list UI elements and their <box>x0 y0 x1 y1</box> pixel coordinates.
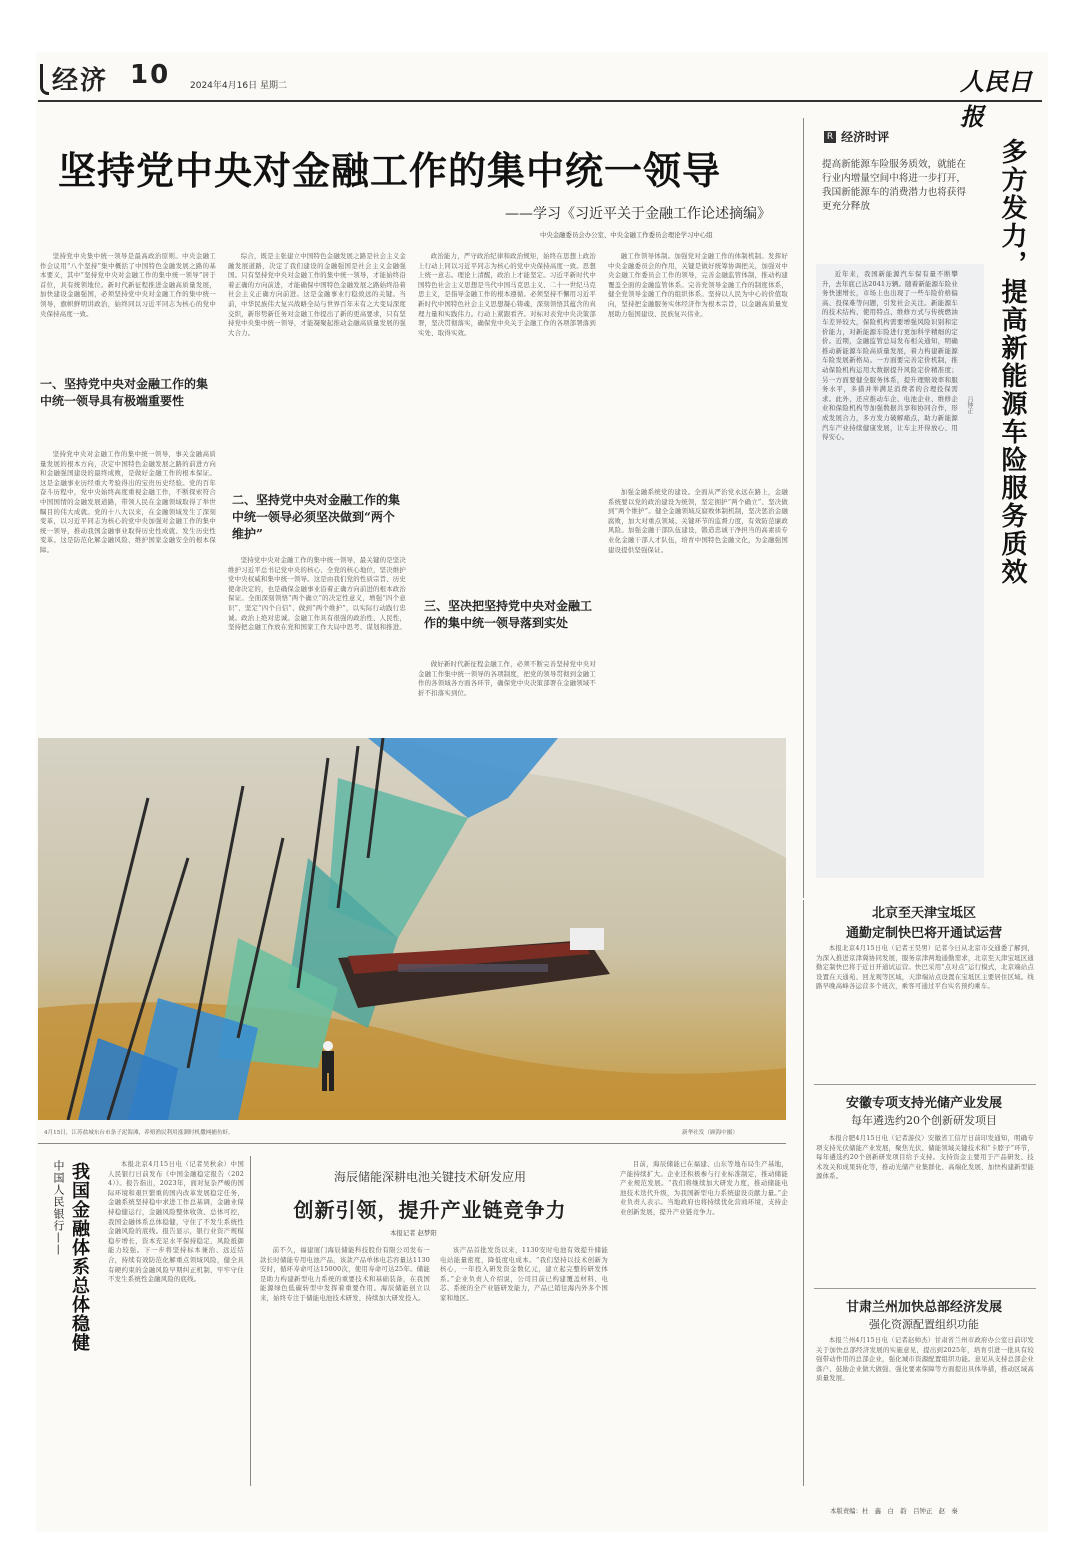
commentary-tag <box>824 126 944 142</box>
side-news-2-title: 安徽专项支持光储产业发展 <box>845 1096 1002 1111</box>
side-news-1-body: 本报北京4月15日电（记者王昊男）记者今日从北京市交通委了解到，为深入推进京津冀协同发展，服务京津两地通勤需求，北京至天津宝坻区通勤定制快巴将于近日开通试运营。快巴采用“点对点”运行模式，北京端站点设置在天通苑、回龙观等区域，天津端站点设置在宝坻区主要居住区域。线路早晚高峰各运营多个班次，乘客可通过平台实名预约乘车。 <box>816 944 1034 991</box>
side-news-3-title: 甘肃兰州加快总部经济发展 <box>845 1300 1002 1315</box>
lead-col1-bottom: 坚持党中央对金融工作的集中统一领导，事关金融高质量发展的根本方向，决定中国特色金融发展之路的前进方向和金融强国建设的最终成败，是做好金融工作的根本保证。这是金融事业历经重大考验得出的宝贵历史经验。党的百年奋斗历程中，党中央始终高度重视金融工作，不断探索符合中国国情的金融发展道路，带领人民在金融领域取得了举世瞩目的伟大成就。党的十八大以来，在金融领域发生了深刻变革，以习近平同志为核心的党中央加强对金融工作的集中统一领导，推动我国金融事业取得历史性成就、发生历史性变革。这是防范化解金融风险、维护国家金融安全的根本保障。 <box>40 450 216 554</box>
news-photo-tidal-flat <box>38 738 786 1120</box>
side-news-divider-1 <box>814 1084 1036 1085</box>
lead-col3-top: 政治能力，严守政治纪律和政治规矩，始终在思想上政治上行动上同以习近平同志为核心的党中央保持高度一致。思想上统一意志。理论上清醒，政治上才能坚定。习近平新时代中国特色社会主义思想是当代中国马克思主义、二十一世纪马克思主义，是指导金融工作的根本遵循。必须坚持不懈用习近平新时代中国特色社会主义思想凝心铸魂，深刻领悟其蕴含的真理力量和实践伟力。行动上紧跟看齐。对标对表党中央决策部署，坚决贯彻落实，确保党中央关于金融工作的各项部署落到实处、取得实效。 <box>418 252 596 337</box>
storage-article-kicker: 海辰储能深耕电池关键技术研发应用 <box>333 1170 526 1184</box>
photo-caption: 4月15日，江苏盐城东台市条子泥海滩，养殖渔民利用涨潮时机撒网捕鱼虾。 <box>44 1130 234 1136</box>
lead-article-title: 坚持党中央对金融工作的集中统一领导 <box>58 148 722 193</box>
commentary-divider <box>803 118 804 898</box>
side-news-divider-2 <box>814 1288 1036 1289</box>
storage-article-headline: 创新引领，提升产业链竞争力 <box>293 1198 567 1222</box>
section-bracket-icon <box>40 64 49 95</box>
lead-heading-1: 一、坚持党中央对金融工作的集中统一领导具有极端重要性 <box>40 377 209 408</box>
fishing-nets-illustration <box>38 738 786 1120</box>
storage-col2: 该产品首批发货以来，1130安时电池有效提升储能电站能量密度，降低度电成本。“我们坚持以技术创新为核心，一年投入研发资金数亿元，建立起完整的研发体系。”企业负责人介绍说，公司目前已构建覆盖材料、电芯、系统的全产业链研发能力，产品已销往海内外多个国家和地区。 <box>440 1246 608 1302</box>
lead-col4-top: 融工作领导体制。加强党对金融工作的体制机制。发挥好中央金融委员会的作用，关键是做好统筹协调把关，加强对中央金融工作委员会工作的领导，完善金融监管体制，推动构建覆盖全面的金融监管体系。完善党领导金融工作的制度体系，健全党领导金融工作的组织体系。坚持以人民为中心的价值取向，坚持把金融服务实体经济作为根本宗旨，以金融高质量发展助力强国建设、民族复兴伟业。 <box>608 252 788 318</box>
lead-col2-top: 综合，既是主张建立中国特色金融发展之路是社会主义金融发展道路，决定了我们建设的金融强国是社会主义金融强国。只有坚持党中央对金融工作的集中统一领导，才能始终沿着正确的方向前进，才能确保中国特色金融发展之路始终沿着社会主义正确方向前进。这是金融事业行稳致远的关键。当前，中华民族伟大复兴战略全局与世界百年未有之大变局深度交织，新形势新任务对金融工作提出了新的更高要求，只有坚持党中央集中统一领导，才能凝聚起推动金融高质量发展的强大合力。 <box>228 252 406 337</box>
page-number: 10 <box>130 60 171 90</box>
commentary-body: 近年来，我国新能源汽车保有量不断攀升，去年底已达2041万辆。随着新能源车险业务快速增长，市场上也出现了一些车险价格偏高、投保难等问题，引发社会关注。新能源车的技术结构、使用特点、维修方式与传统燃油车差异较大，保险机构需要增强风险识别和定价能力，对新能源车险进行更加科学精细的定价。近期，金融监管总局发布相关通知，明确推动新能源车险高质量发展，着力构建新能源车险发展新格局。一方面要完善定价机制，推动保险机构运用大数据提升风险定价精准度；另一方面要健全服务体系，提升理赔效率和服务水平，多措并举满足消费者的合理投保需求。此外，还应推动车企、电池企业、维修企业和保险机构等加强数据共享和协同合作，形成发展合力，多方发力破解痛点，助力新能源汽车产业持续健康发展，让车主开得放心、用得安心。 <box>822 270 958 442</box>
commentary-author: 吕钟正 <box>966 396 973 414</box>
bank-article-body: 本报北京4月15日电（记者吴秋余）中国人民银行日前发布《中国金融稳定报告（2024）》。报告指出，2023年，面对复杂严峻的国际环境和艰巨繁重的国内改革发展稳定任务，金融系统坚持稳中求进工作总基调，金融业保持稳健运行，金融风险整体收敛、总体可控，我国金融体系总体稳健，守住了不发生系统性金融风险的底线。报告显示，银行业资产规模稳步增长，资本充足水平保持稳定，风险抵御能力较强。下一步将坚持标本兼治、远近结合，持续有效防范化解重点领域风险，健全具有硬约束的金融风险早期纠正机制，牢牢守住不发生系统性金融风险的底线。 <box>108 1160 244 1284</box>
lead-col4-bottom: 加强金融系统党的建设。全面从严治党永远在路上，金融系统要以党的政治建设为统领，坚定拥护“两个确立”、坚决做到“两个维护”。健全金融领域反腐败体制机制，坚决惩治金融腐败，加大对重点领域、关键环节的监督力度，有效防范廉政风险。加强金融干部队伍建设，锻造忠诚干净担当的高素质专业化金融干部人才队伍，培育中国特色金融文化，为金融强国建设提供坚强保证。 <box>608 488 788 554</box>
side-news-1-subtitle: 通勤定制快巴将开通试运营 <box>845 926 1002 941</box>
lead-article-byline: 中央金融委员会办公室、中央金融工作委员会理论学习中心组 <box>540 231 713 239</box>
photo-credit: 新华社发（顾海中摄） <box>682 1130 738 1136</box>
lead-heading-2: 二、坚持党中央对金融工作的集中统一领导必须坚决做到“两个维护” <box>232 493 401 541</box>
masthead <box>38 58 1042 131</box>
bank-article-org: 中国人民银行—— <box>52 1160 65 1256</box>
commentary-tag-label: 经济时评 <box>841 130 890 144</box>
side-news-3-body: 本报兰州4月15日电（记者赵帅杰）甘肃省兰州市政府办公室日前印发关于加快总部经济发展的实施意见，提出到2025年，培育引进一批具有较强带动作用的总部企业，强化城市资源配置组织功能。意见从支持总部企业落户、鼓励企业做大做强、强化要素保障等方面提出具体举措，推动区域高质量发展。 <box>816 1336 1034 1383</box>
side-news-1-title: 北京至天津宝坻区 <box>871 906 976 921</box>
photo-bottom-divider <box>38 1143 786 1144</box>
section-name: 经济 <box>52 66 109 96</box>
lead-col1-top: 坚持党中央集中统一领导是最高政治原则。中央金融工作会议用“八个坚持”集中概括了中国特色金融发展之路的基本要义，其中“坚持党中央对金融工作的集中统一领导”居于首位，具有统领地位。新时代新征程推进金融高质量发展，加快建设金融强国，必须坚持党中央对金融工作的集中统一领导，旗帜鲜明讲政治，始终同以习近平同志为核心的党中央保持高度一致。 <box>40 252 216 318</box>
masthead-divider <box>38 100 1042 102</box>
storage-article-byline: 本报记者 赵梦阳 <box>390 1229 437 1237</box>
side-news-2-subtitle: 每年遴选约20个创新研发项目 <box>851 1114 997 1127</box>
bank-article-divider <box>250 1156 251 1486</box>
page-editors: 本版责编：杜 鑫 白 韵 吕钟正 赵 秦 <box>830 1507 958 1515</box>
right-column-divider <box>803 900 804 1486</box>
storage-col1: 前不久，福建厦门海辰储能科技股份有限公司发布一款长时储能专用电池产品，该款产品单体电芯容量达1130安时，循环寿命可达15000次，使用寿命可达25年。储能是助力构建新型电力系统的重要技术和基础装备，在我国能源绿色低碳转型中发挥着重要作用。海辰储能创立以来，始终专注于储能电池技术研发，持续加大研发投入。 <box>260 1246 430 1302</box>
lead-heading-3: 三、坚决把坚持党中央对金融工作的集中统一领导落到实处 <box>424 599 593 630</box>
commentary-tag-icon: R <box>824 131 836 143</box>
lead-col2-bottom: 坚持党中央对金融工作的集中统一领导，最关键的是坚决维护习近平总书记党中央的核心、全党的核心地位，坚决维护党中央权威和集中统一领导。这是由我们党的性质宗旨、历史使命决定的，也是确保金融事业沿着正确方向前进的根本政治保证。全面深刻领悟“两个确立”的决定性意义，增强“四个意识”、坚定“四个自信”、做到“两个维护”，以实际行动践行忠诚。政治上绝对忠诚。金融工作具有很强的政治性、人民性，坚持把金融工作放在党和国家工作大局中思考、谋划和推进。 <box>228 556 406 632</box>
commentary-summary: 提高新能源车险服务质效，就能在行业内增量空间中将进一步打开，我国新能源车的消费潜力也将获得更充分释放 <box>822 159 966 212</box>
side-news-2-body: 本报合肥4月15日电（记者游仪）安徽省工信厅日前印发通知，明确专项支持光伏储能产业发展，聚焦光伏、储能领域关键技术和“卡脖子”环节，每年遴选约20个创新研发项目给予支持。支持资金主要用于产品研发、技术攻关和成果转化等，推动光储产业集群化、高端化发展，加快构建新型能源体系。 <box>816 1134 1034 1181</box>
lead-article-subtitle: ——学习《习近平关于金融工作论述摘编》 <box>505 206 771 222</box>
commentary-headline: 多方发力，提高新能源车险服务质效 <box>997 138 1027 586</box>
lead-col3-bottom: 做好新时代新征程金融工作，必须不断完善坚持党中央对金融工作集中统一领导的各项制度，把党的领导贯彻到金融工作的各领域各方面各环节，确保党中央决策部署在金融领域不折不扣落实到位。 <box>418 660 596 697</box>
newspaper-logo: 人民日报 <box>960 67 1032 131</box>
storage-col3: 目前，海辰储能已在福建、山东等地布局生产基地，产能持续扩大。企业还积极参与行业标准制定，推动储能产业规范发展。“我们将继续加大研发力度，推动储能电池技术迭代升级，为我国新型电力系统建设贡献力量。”企业负责人表示。当地政府也将持续优化营商环境，支持企业创新发展，提升产业链竞争力。 <box>620 1160 788 1216</box>
issue-date: 2024年4月16日 星期二 <box>190 81 287 91</box>
bank-article-headline: 我国金融体系总体稳健 <box>69 1162 90 1352</box>
side-news-3-subtitle: 强化资源配置组织功能 <box>869 1318 979 1331</box>
